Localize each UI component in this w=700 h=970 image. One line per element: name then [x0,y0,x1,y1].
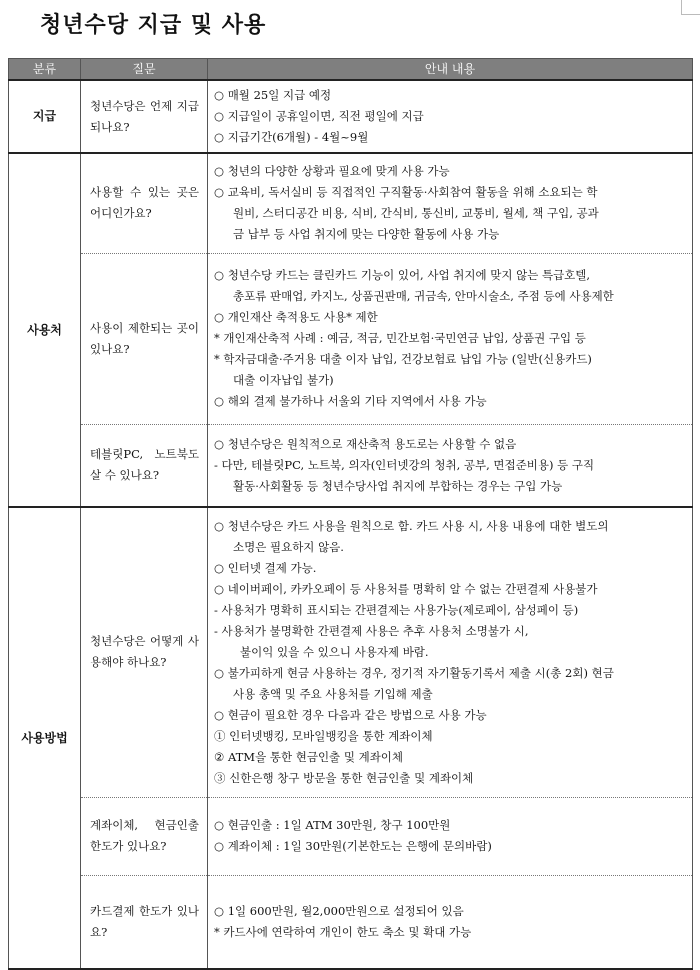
answer-cell [208,875,693,969]
answer-line: * 개인재산축적 사례 : 예금, 적금, 민간보험·국민연금 납입, 상품권 구입 등 [214,331,586,345]
answer-line: ○ 불가피하게 현금 사용하는 경우, 정기적 자기활동기록서 제출 시(총 2회) 현금 [214,665,614,680]
answer-line: ○ 1일 600만원, 월2,000만원으로 설정되어 있음 [214,903,464,918]
question-cell: 카드결제 한도가 있나요? [81,875,208,969]
answer-line: ① 인터넷뱅킹, 모바일뱅킹을 통한 계좌이체 [214,728,433,743]
header-question: 질문 [81,59,208,81]
table-row [9,797,693,875]
answer-line: 사용 총액 및 주요 사용처를 기입해 제출 [233,686,433,701]
question-cell: 사용할 수 있는 곳은 어디인가요? [81,153,208,253]
answer-cell [208,80,693,153]
answer-line: 금 납부 등 사업 취지에 맞는 다양한 활동에 사용 가능 [233,227,500,242]
answer-line: ○ 현금인출 : 1일 ATM 30만원, 창구 100만원 [214,818,451,832]
answer-line: ○ 네이버페이, 카카오페이 등 사용처를 명확히 알 수 없는 간편결제 사용불가 [214,581,598,596]
question-cell: 사용이 제한되는 곳이 있나요? [81,253,208,424]
table-row [9,424,693,507]
header-row [9,59,693,81]
category-cell: 사용처 [9,153,81,507]
answer-line: * 카드사에 연락하여 개인이 한도 축소 및 확대 가능 [214,924,472,939]
question-cell: 청년수당은 언제 지급 되나요? [81,80,208,153]
answer-cell [208,153,693,253]
header-answer: 안내 내용 [208,59,693,81]
table-row [9,153,693,253]
answer-line: ○ 현금이 필요한 경우 다음과 같은 방법으로 사용 가능 [214,707,487,722]
answer-line: ○ 지급일이 공휴일이면, 직전 평일에 지급 [214,109,424,123]
table-row [9,875,693,969]
answer-line: ○ 인터넷 결제 가능. [214,560,317,575]
answer-line: ○ 매월 25일 지급 예정 [214,88,332,102]
answer-line: - 사용처가 명확히 표시되는 간편결제는 사용가능(제로페이, 삼성페이 등) [214,602,579,617]
answer-line: ○ 청년의 다양한 상황과 필요에 맞게 사용 가능 [214,164,450,179]
answer-line: ③ 신한은행 창구 방문을 통한 현금인출 및 계좌이체 [214,770,474,785]
page-title: 청년수당 지급 및 사용 [40,13,267,38]
answer-cell [208,253,693,424]
answer-line: ○ 청년수당은 원칙적으로 재산축적 용도로는 사용할 수 없음 [214,436,517,451]
answer-line: ○ 해외 결제 불가하나 서울외 기타 지역에서 사용 가능 [214,394,487,408]
category-cell: 지급 [9,80,81,153]
answer-line: 불이익 있을 수 있으니 사용자제 바람. [240,644,429,659]
question-cell: 테블릿PC, 노트북도 살 수 있나요? [81,424,208,507]
answer-line: 활동·사회활동 등 청년수당사업 취지에 부합하는 경우는 구입 가능 [233,478,563,493]
answer-line: ○ 지급기간(6개월) - 4월~9월 [214,130,369,144]
question-cell: 청년수당은 어떻게 사용해야 하나요? [81,507,208,797]
answer-line: 총포류 판매업, 카지노, 상품권판매, 귀금속, 안마시술소, 주점 등에 사용제한 [233,289,614,303]
faq-table [8,58,693,970]
answer-line: ○ 계좌이체 : 1일 30만원(기본한도는 은행에 문의바람) [214,839,492,853]
table-row [9,253,693,424]
answer-line: 원비, 스터디공간 비용, 식비, 간식비, 통신비, 교통비, 월세, 책 구입, 공과 [233,206,599,221]
table-row [9,507,693,797]
answer-line: 소명은 필요하지 않음. [233,539,344,554]
answer-line: * 학자금대출·주거용 대출 이자 납입, 건강보험료 납입 가능 (일반(신용카드) [214,352,592,366]
answer-line: ○ 교육비, 독서실비 등 직접적인 구직활동·사회참여 활동을 위해 소요되는 학 [214,185,598,200]
answer-line: ○ 청년수당은 카드 사용을 원칙으로 함. 카드 사용 시, 사용 내용에 대한 별도의 [214,518,609,533]
answer-cell [208,507,693,797]
header-category: 분류 [9,59,81,81]
table-row [9,80,693,153]
answer-cell [208,797,693,875]
answer-line: - 사용처가 불명확한 간편결제 사용은 추후 사용처 소명불가 시, [214,623,529,638]
question-cell: 계좌이체, 현금인출 한도가 있나요? [81,797,208,875]
answer-line: ○ 개인재산 축적용도 사용* 제한 [214,310,378,324]
answer-line: ○ 청년수당 카드는 클린카드 기능이 있어, 사업 취지에 맞지 않는 특급호텔, [214,268,591,282]
category-cell: 사용방법 [9,507,81,969]
answer-line: 대출 이자납입 불가) [233,373,334,387]
answer-cell [208,424,693,507]
answer-line: ② ATM을 통한 현금인출 및 계좌이체 [214,749,404,764]
corner-mark [681,0,700,15]
answer-line: - 다만, 테블릿PC, 노트북, 의자(인터넷강의 청취, 공부, 면접준비용) 등 구직 [214,457,595,472]
